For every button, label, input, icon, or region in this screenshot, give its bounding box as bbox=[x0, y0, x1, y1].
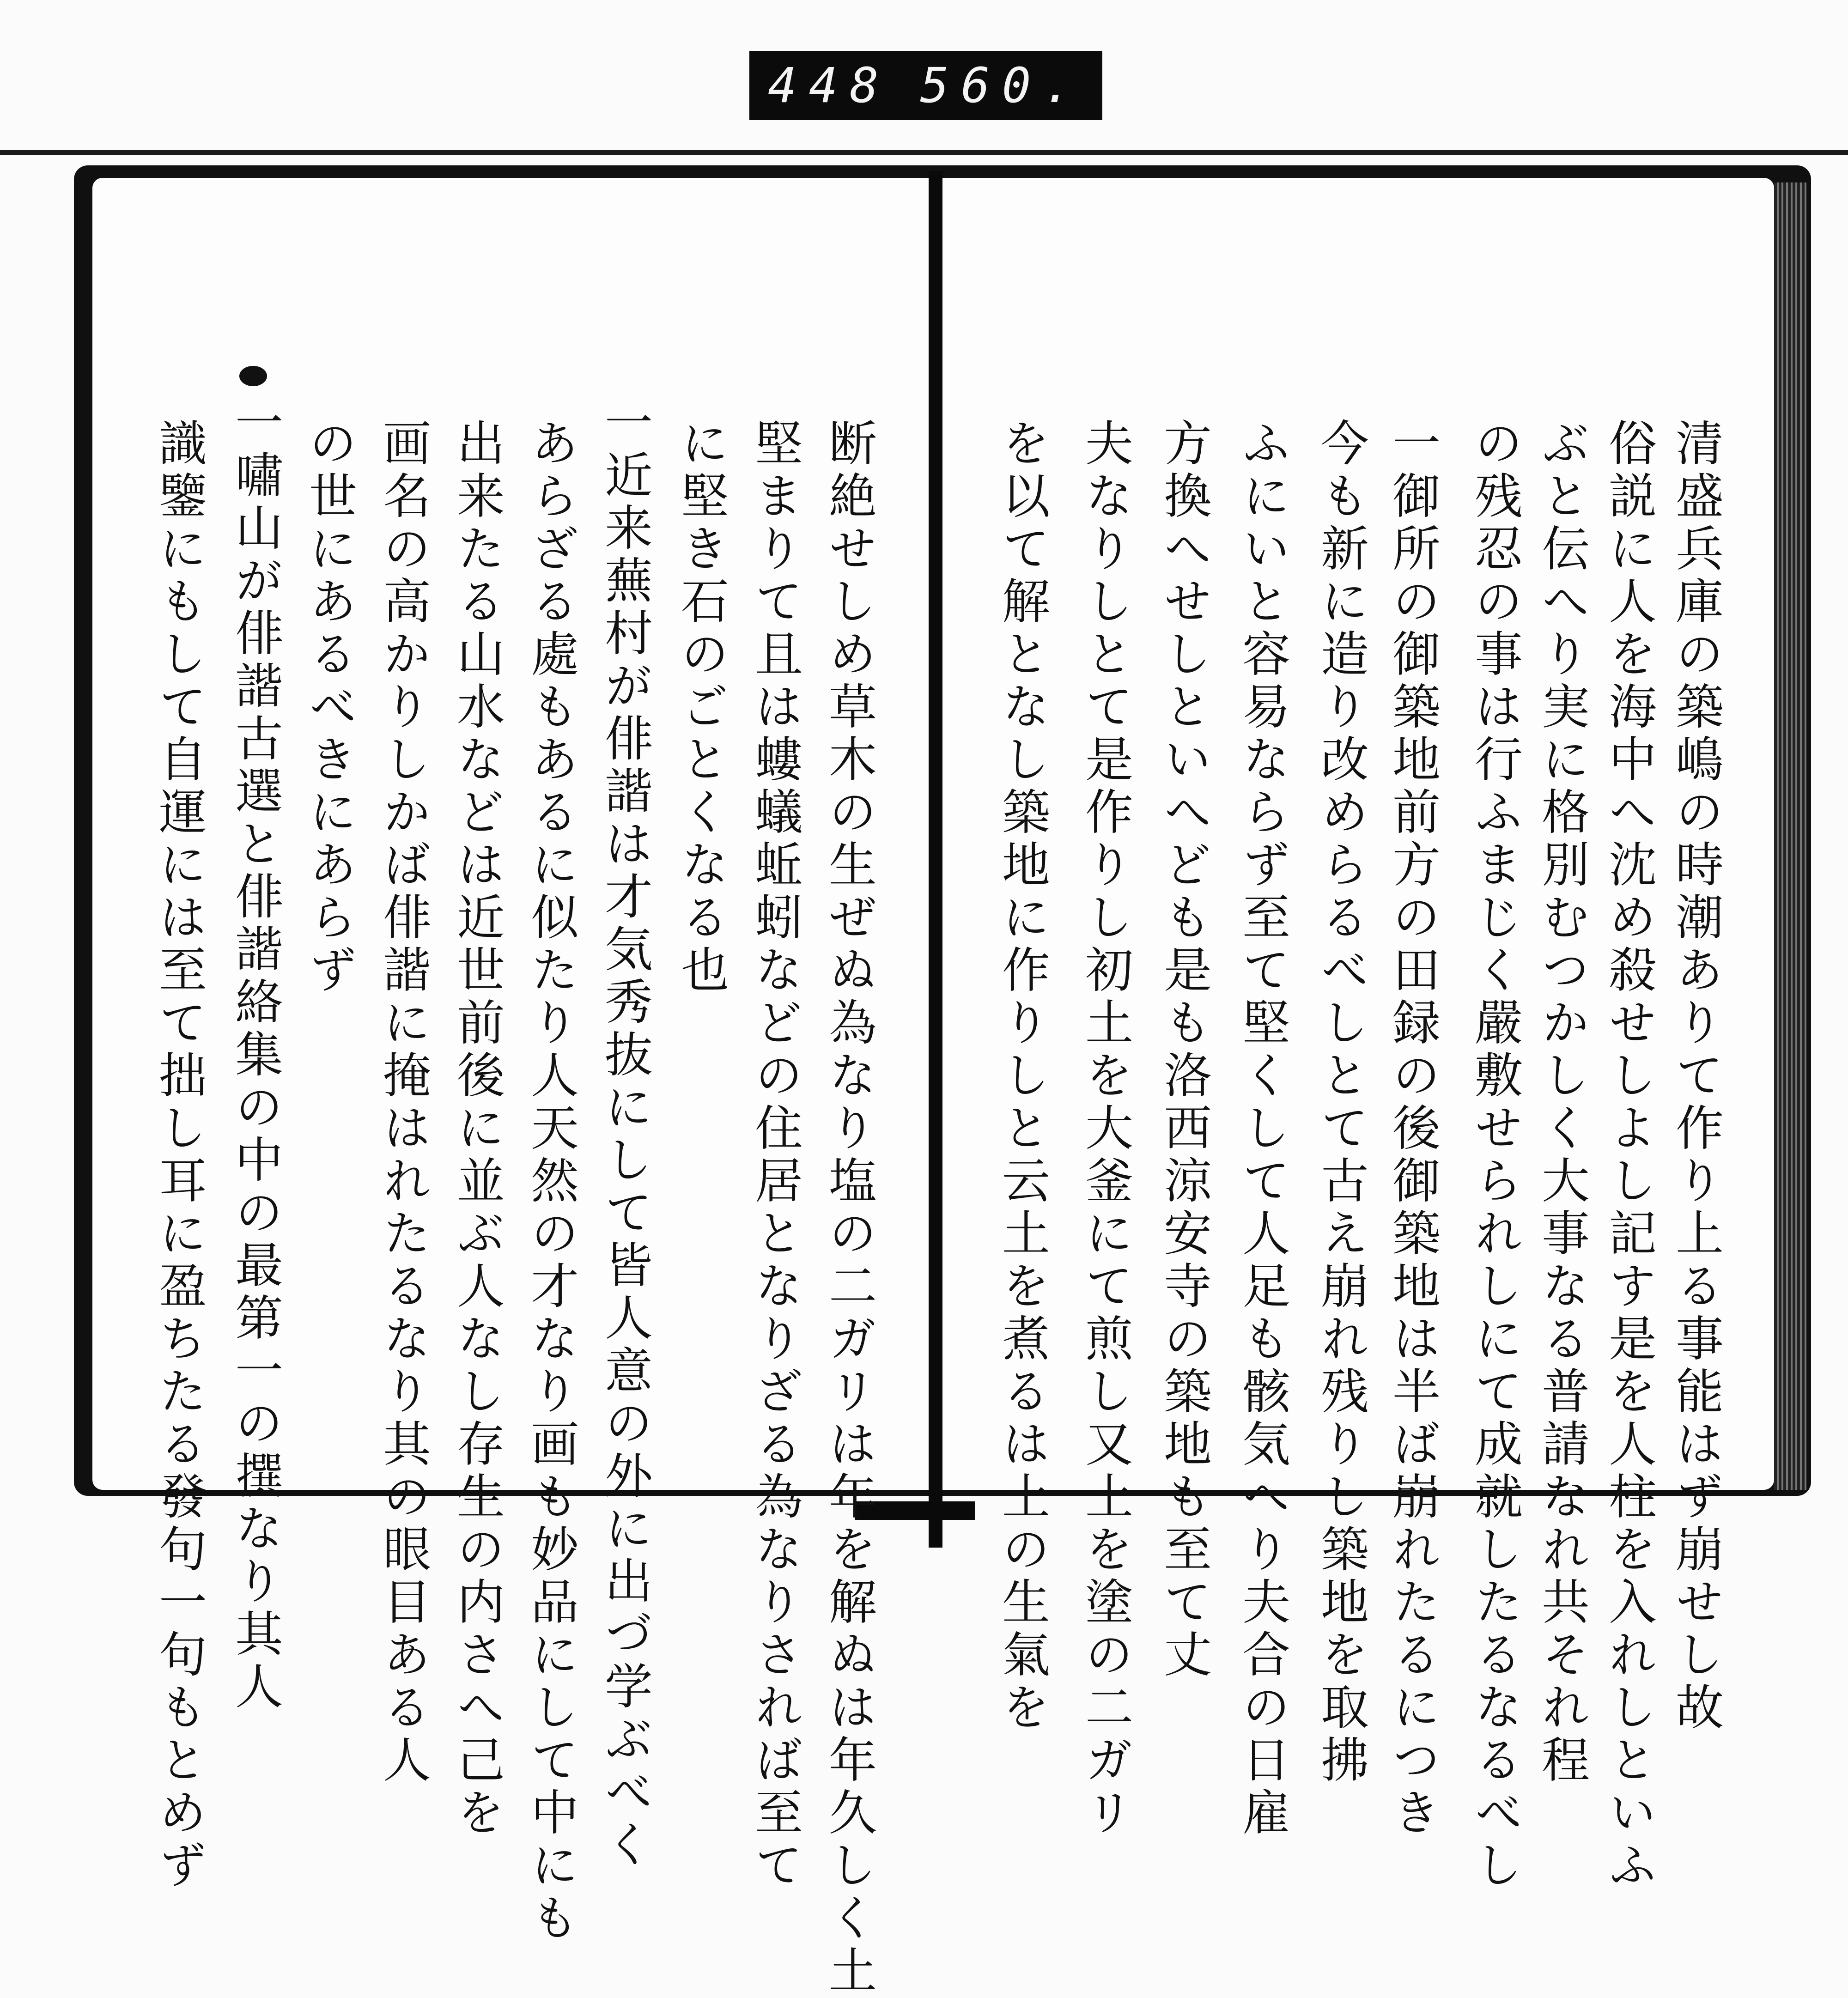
text-column: 一御所の御築地前方の田録の後御築地は半ば崩れたるにつき bbox=[1384, 418, 1441, 1840]
text-column: 画名の高かりしかば俳諧に掩はれたるなり其の眼目ある人 bbox=[375, 418, 431, 1787]
frame-number-right: 560. bbox=[920, 57, 1084, 114]
frame-number-left: 448 bbox=[768, 57, 891, 114]
text-column: の残忍の事は行ふまじく嚴敷せられしにて成就したるなるべし bbox=[1466, 418, 1523, 1893]
text-column: 方換へせしといへども是も洛西涼安寺の築地も至て丈 bbox=[1155, 418, 1212, 1682]
text-column: ふにいと容易ならず至て堅くして人足も骸気へり夫合の日雇 bbox=[1234, 418, 1290, 1840]
left-page bbox=[92, 178, 929, 1490]
text-column: 堅まりて且は螻蟻蚯蚓などの住居となりざる為なりされば至て bbox=[747, 418, 803, 1893]
text-column: 清盛兵庫の築嶋の時潮ありて作り上る事能はず崩せし故 bbox=[1667, 418, 1724, 1735]
text-column: ぶと伝へり実に格別むつかしく大事なる普請なれ共それ程 bbox=[1533, 418, 1590, 1787]
text-column: 一近来蕪村が俳諧は才気秀抜にして皆人意の外に出づ学ぶべく bbox=[596, 397, 653, 1872]
section-bullet-mark bbox=[239, 366, 267, 386]
book-spine bbox=[929, 171, 942, 1548]
text-column: 俗説に人を海中へ沈め殺せしよし記す是を人柱を入れしといふ bbox=[1600, 418, 1657, 1893]
text-column: 断絶せしめ草木の生ぜぬ為なり塩の二ガリは年を解ぬは年久しく土 bbox=[821, 418, 877, 1998]
page-edges bbox=[1774, 182, 1806, 1490]
scanner-top-rule bbox=[0, 150, 1848, 155]
text-column: 夫なりしとて是作りし初土を大釜にて煎し又土を塗の二ガリ bbox=[1077, 418, 1133, 1840]
text-column: を以て解となし築地に作りしと云土を煮るは土の生氣を bbox=[994, 418, 1050, 1735]
text-column: の世にあるべきにあらず bbox=[301, 418, 357, 997]
text-column: あらざる處もあるに似たり人天然の才なり画も妙品にして中にも bbox=[523, 418, 579, 1945]
text-column: 識鑒にもして自運には至て拙し耳に盈ちたる發句一句もとめず bbox=[151, 418, 207, 1893]
text-column: 出来たる山水などは近世前後に並ぶ人なし存生の内さへ己を bbox=[449, 418, 505, 1840]
text-column: 今も新に造り改めらるべしとて古え崩れ残りし築地を取拂 bbox=[1313, 418, 1369, 1787]
text-column: に堅き石のごとくなる也 bbox=[673, 418, 729, 997]
text-column: 一嘯山が俳諧古選と俳諧絡集の中の最第一の撰なり其人 bbox=[227, 397, 283, 1714]
frame-number-label bbox=[749, 51, 1102, 120]
